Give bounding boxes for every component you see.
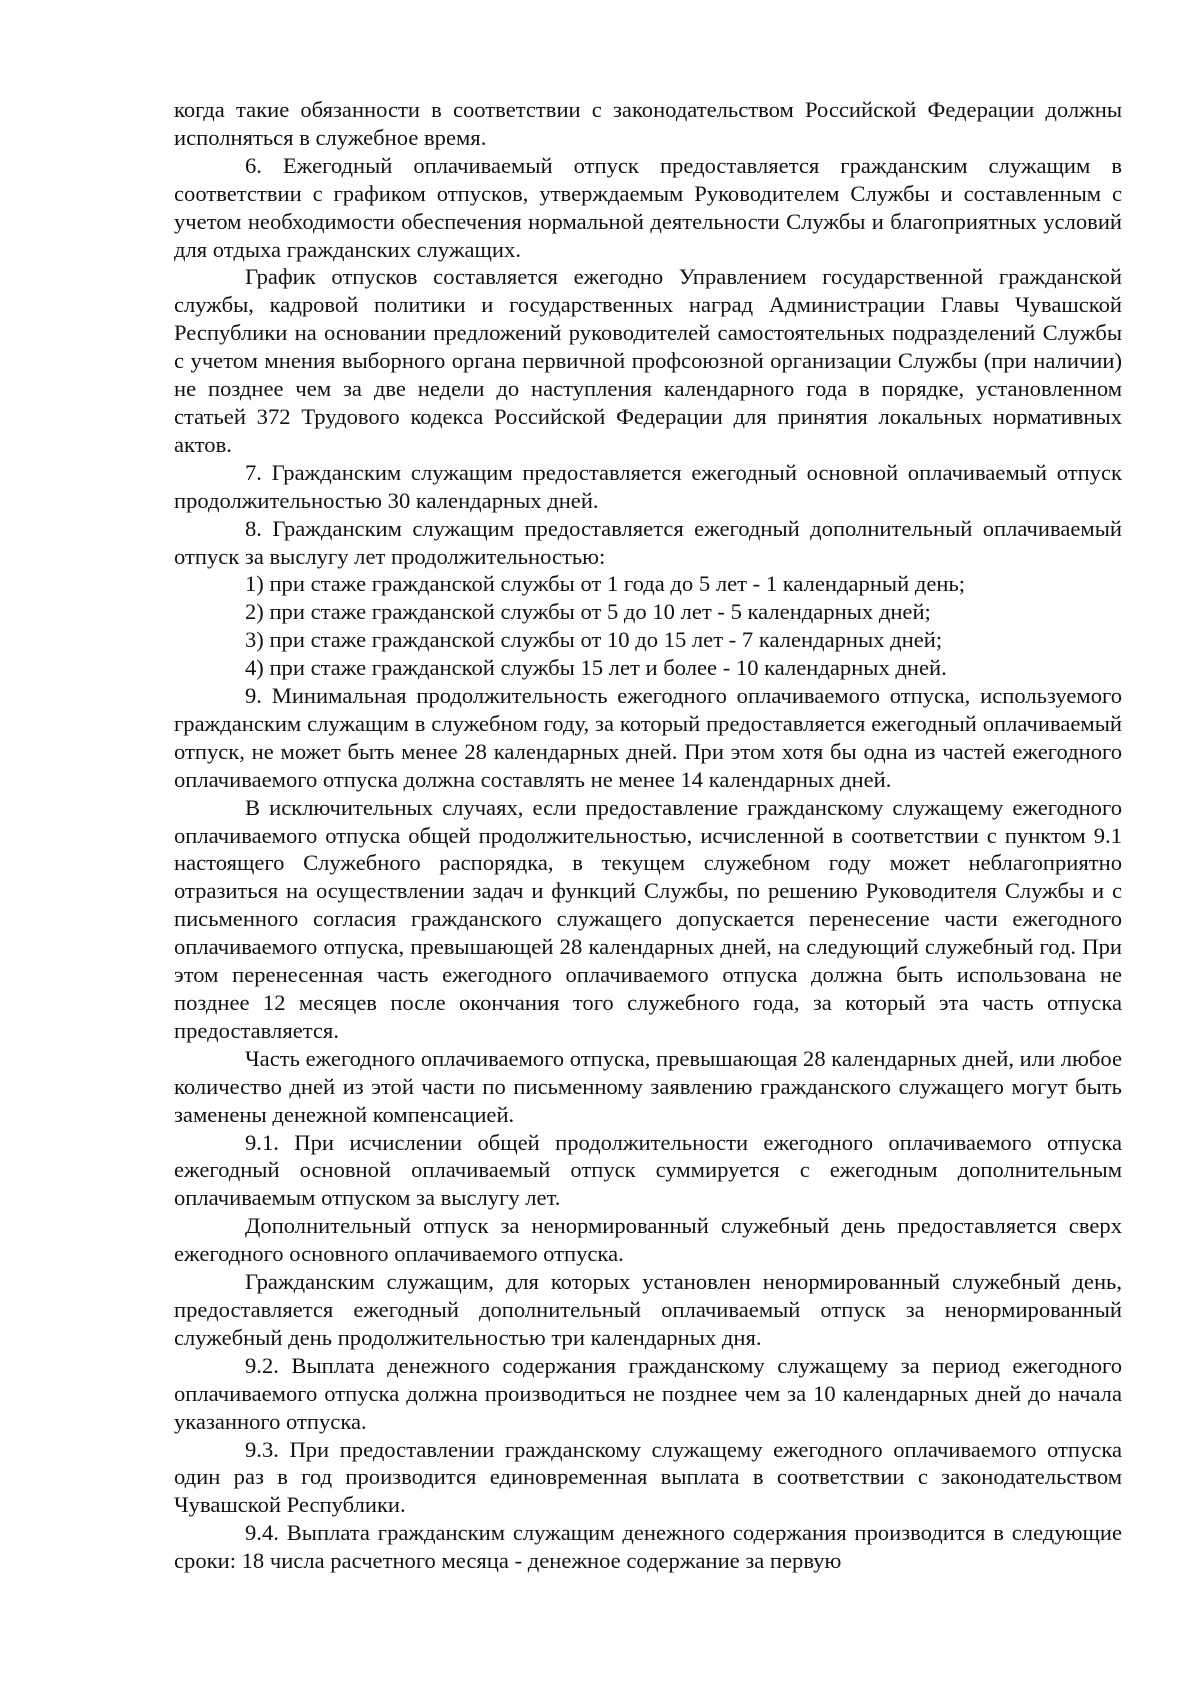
paragraph-9-4: 9.4. Выплата гражданским служащим денежного содержания производится в следующие сроки: 18 числа расчетного месяца - денежное содержание за первую: [174, 1520, 1122, 1574]
paragraph-continuation: когда такие обязанности в соответствии с законодательством Российской Федерации должны исполняться в служебное время.: [174, 97, 1122, 150]
list-item-8-1: 1) при стаже гражданской службы от 1 года до 5 лет - 1 календарный день;: [245, 571, 966, 597]
list-item-8-3: 3) при стаже гражданской службы от 10 до 15 лет - 7 календарных дней;: [245, 627, 943, 653]
list-item-8-4: 4) при стаже гражданской службы 15 лет и более - 10 календарных дней.: [245, 655, 947, 681]
paragraph-9-1-additional-leave: Дополнительный отпуск за ненормированный служебный день предоставляется сверх ежегодного основного оплачиваемого отпуска.: [174, 1213, 1122, 1267]
paragraph-6-schedule: График отпусков составляется ежегодно Управлением государственной гражданской службы, кадровой политики и государственных наград Администрации Главы Чувашской Республики на основании предложений руководителей самостоятельных подразделений Службы с учетом мнения выборного органа первичной профсоюзной организации Службы (при наличии) не позднее чем за две недели до наступления календарного года в порядке, установленном статьей 372 Трудового кодекса Российской Федерации для принятия локальных нормативных актов.: [174, 264, 1122, 457]
paragraph-9-3: 9.3. При предоставлении гражданскому служащему ежегодного оплачиваемого отпуска один раз в год производится единовременная выплата в соответствии с законодательством Чувашской Республики.: [174, 1436, 1122, 1518]
paragraph-8: 8. Гражданским служащим предоставляется ежегодный дополнительный оплачиваемый отпуск за выслугу лет продолжительностью:: [174, 515, 1122, 569]
paragraph-9-1-irregular-day: Гражданским служащим, для которых установлен ненормированный служебный день, предоставляется ежегодный дополнительный оплачиваемый отпуск за ненормированный служебный день продолжительностью три календарных дня.: [174, 1269, 1122, 1350]
document-page: [174, 96, 1122, 1575]
paragraph-9-1: 9.1. При исчислении общей продолжительности ежегодного оплачиваемого отпуска ежегодный основной оплачиваемый отпуск суммируется с ежегодным дополнительным оплачиваемым отпуском за выслугу лет.: [174, 1129, 1122, 1211]
paragraph-7: 7. Гражданским служащим предоставляется ежегодный основной оплачиваемый отпуск продолжительностью 30 календарных дней.: [174, 459, 1122, 513]
paragraph-9-2: 9.2. Выплата денежного содержания гражданскому служащему за период ежегодного оплачиваемого отпуска должна производиться не позднее чем за 10 календарных дней до начала указанного отпуска.: [174, 1352, 1122, 1434]
paragraph-9: 9. Минимальная продолжительность ежегодного оплачиваемого отпуска, используемого гражданским служащим в служебном году, за который предоставляется ежегодный оплачиваемый отпуск, не может быть менее 28 календарных дней. При этом хотя бы одна из частей ежегодного оплачиваемого отпуска должна составлять не менее 14 календарных дней.: [174, 683, 1122, 792]
paragraph-6: 6. Ежегодный оплачиваемый отпуск предоставляется гражданским служащим в соответствии с графиком отпусков, утверждаемым Руководителем Службы и составленным с учетом необходимости обеспечения нормальной деятельности Службы и благоприятных условий для отдыха гражданских служащих.: [174, 152, 1122, 262]
paragraph-9-exceptional-cases: В исключительных случаях, если предоставление гражданскому служащему ежегодного оплачиваемого отпуска общей продолжительностью, исчисленной в соответствии с пунктом 9.1 настоящего Служебного распорядка, в текущем служебном году может неблагоприятно отразиться на осуществлении задач и функций Службы, по решению Руководителя Службы и с письменного согласия гражданского служащего допускается перенесение части ежегодного оплачиваемого отпуска, превышающей 28 календарных дней, на следующий служебный год. При этом перенесенная часть ежегодного оплачиваемого отпуска должна быть использована не позднее 12 месяцев после окончания того служебного года, за который эта часть отпуска предоставляется.: [174, 794, 1122, 1043]
paragraph-9-compensation: Часть ежегодного оплачиваемого отпуска, превышающая 28 календарных дней, или любое количество дней из этой части по письменному заявлению гражданского служащего могут быть заменены денежной компенсацией.: [174, 1045, 1122, 1127]
list-item-8-2: 2) при стаже гражданской службы от 5 до 10 лет - 5 календарных дней;: [245, 599, 931, 625]
